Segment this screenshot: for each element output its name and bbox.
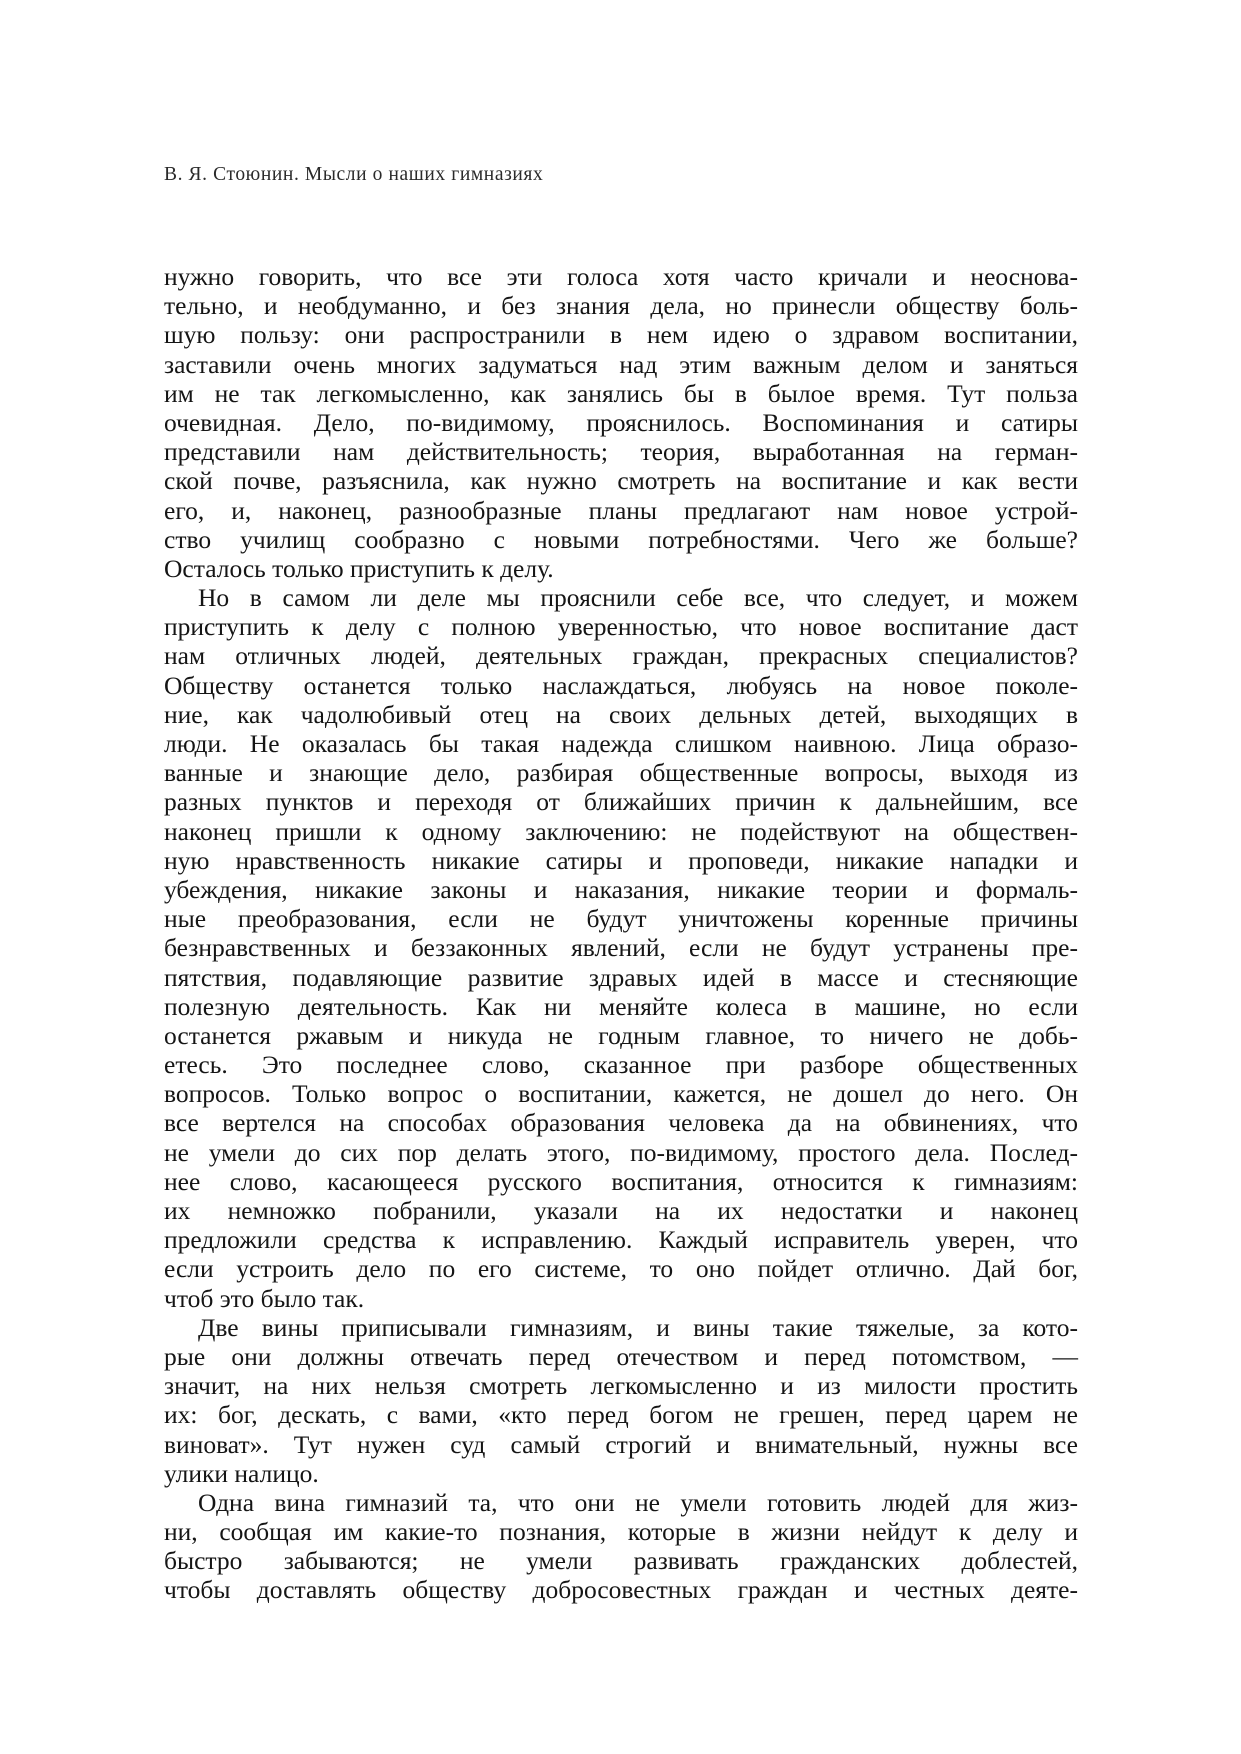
text-line: Одна вина гимназий та, что они не умели готовить людей для жиз-: [198, 1487, 1078, 1517]
text-line: ство училищ сообразно с новыми потребностями. Чего же больше?: [164, 524, 1078, 554]
text-line: нам отличных людей, деятельных граждан, прекрасных специалистов?: [164, 641, 1078, 671]
text-line: Две вины приписывали гимназиям, и вины такие тяжелые, за кото-: [198, 1312, 1078, 1342]
text-line: ской почве, разъяснила, как нужно смотреть на воспитание и как вести: [164, 466, 1078, 496]
text-line: разных пунктов и переходя от ближайших причин к дальнейшим, все: [164, 787, 1078, 817]
text-line: безнравственных и беззаконных явлений, если не будут устранены пре-: [164, 933, 1078, 963]
text-line: шую пользу: они распространили в нем идею о здравом воспитании,: [164, 320, 1078, 350]
text-line: предложили средства к исправлению. Каждый исправитель уверен, что: [164, 1225, 1078, 1255]
text-line: их немножко побранили, указали на их недостатки и наконец: [164, 1196, 1078, 1225]
text-line: нужно говорить, что все эти голоса хотя часто кричали и неоснова-: [164, 262, 1078, 291]
running-header: В. Я. Стоюнин. Мысли о наших гимназиях: [164, 164, 544, 185]
text-line: улики налицо.: [164, 1458, 319, 1488]
text-line: останется ржавым и никуда не годным главное, то ничего не добь-: [164, 1020, 1078, 1050]
text-line: чтобы доставлять обществу добросовестных граждан и честных деяте-: [164, 1575, 1078, 1605]
text-line: заставили очень многих задуматься над этим важным делом и заняться: [164, 349, 1078, 379]
text-line: представили нам действительность; теория, выработанная на герман-: [164, 437, 1078, 467]
text-line: вопросов. Только вопрос о воспитании, кажется, не дошел до него. Он: [164, 1079, 1078, 1109]
text-line: нее слово, касающееся русского воспитания, относится к гимназиям:: [164, 1166, 1078, 1196]
text-line: все вертелся на способах образования человека да на обвинениях, что: [164, 1108, 1078, 1138]
text-line: чтоб это было так.: [164, 1283, 365, 1313]
text-line: рые они должны отвечать перед отечеством и перед потомством, —: [164, 1341, 1078, 1371]
text-line: им не так легкомысленно, как занялись бы в былое время. Тут польза: [164, 378, 1078, 408]
text-line: Осталось только приступить к делу.: [164, 553, 554, 583]
text-line: убеждения, никакие законы и наказания, никакие теории и формаль-: [164, 874, 1078, 904]
text-line: люди. Не оказалась бы такая надежда слишком наивною. Лица образо-: [164, 729, 1078, 758]
text-line: его, и, наконец, разнообразные планы предлагают нам новое устрой-: [164, 495, 1078, 525]
text-line: их: бог, дескать, с вами, «кто перед богом не грешен, перед царем не: [164, 1400, 1078, 1430]
text-line: если устроить дело по его системе, то оно пойдет отлично. Дай бог,: [164, 1254, 1078, 1284]
text-line: очевидная. Дело, по-видимому, прояснилось. Воспоминания и сатиры: [164, 407, 1078, 437]
text-line: етесь. Это последнее слово, сказанное при разборе общественных: [164, 1050, 1078, 1080]
body-text: [164, 262, 1078, 1605]
text-line: виноват». Тут нужен суд самый строгий и внимательный, нужны все: [164, 1429, 1078, 1459]
text-line: тельно, и необдуманно, и без знания дела, но принесли обществу боль-: [164, 291, 1078, 321]
text-line: ную нравственность никакие сатиры и проповеди, никакие нападки и: [164, 845, 1078, 875]
text-line: пятствия, подавляющие развитие здравых идей в массе и стесняющие: [164, 962, 1078, 992]
text-line: полезную деятельность. Как ни меняйте колеса в машине, но если: [164, 991, 1078, 1021]
text-line: Обществу останется только наслаждаться, любуясь на новое поколе-: [164, 670, 1078, 700]
text-line: ванные и знающие дело, разбирая общественные вопросы, выходя из: [164, 758, 1078, 788]
text-line: наконец пришли к одному заключению: не подействуют на обществен-: [164, 816, 1078, 846]
text-line: ни, сообщая им какие-то познания, которые в жизни нейдут к делу и: [164, 1517, 1078, 1547]
text-line: приступить к делу с полною уверенностью, что новое воспитание даст: [164, 612, 1078, 642]
text-line: не умели до сих пор делать этого, по-видимому, простого дела. Послед-: [164, 1137, 1078, 1167]
text-line: значит, на них нельзя смотреть легкомысленно и из милости простить: [164, 1371, 1078, 1401]
text-line: быстро забываются; не умели развивать гражданских доблестей,: [164, 1546, 1078, 1576]
text-line: ные преобразования, если не будут уничтожены коренные причины: [164, 904, 1078, 934]
text-line: Но в самом ли деле мы прояснили себе все, что следует, и можем: [198, 583, 1078, 613]
text-line: ние, как чадолюбивый отец на своих дельных детей, выходящих в: [164, 699, 1078, 729]
